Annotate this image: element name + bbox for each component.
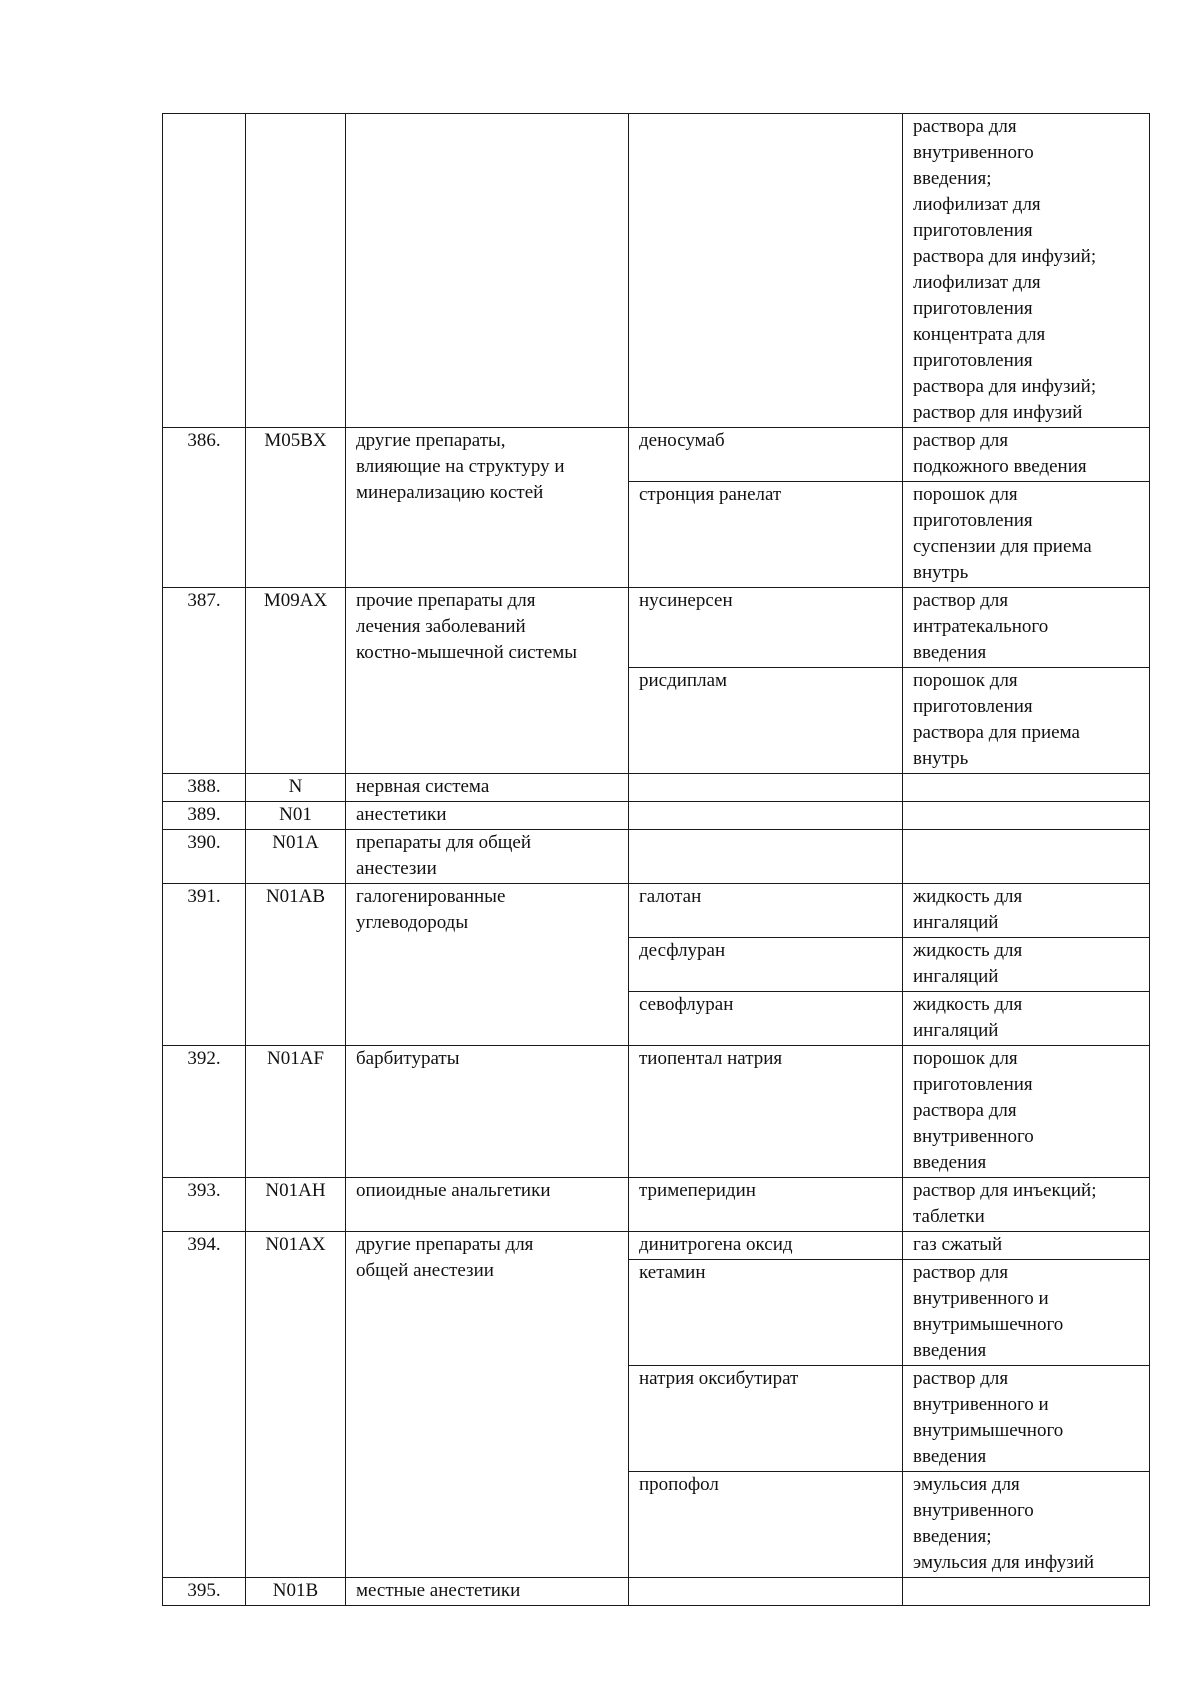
atc-code: M05BX — [246, 428, 346, 588]
table-row — [163, 1046, 1150, 1178]
drug-name: севофлуран — [629, 992, 903, 1046]
row-number: 392. — [163, 1046, 246, 1178]
row-number: 393. — [163, 1178, 246, 1232]
table-row — [163, 114, 1150, 428]
atc-group: галогенированные углеводороды — [346, 884, 629, 1046]
table-row — [163, 774, 1150, 802]
atc-group: барбитураты — [346, 1046, 629, 1178]
drug-name — [629, 114, 903, 428]
dosage-form — [903, 802, 1150, 830]
atc-code — [246, 114, 346, 428]
row-number: 388. — [163, 774, 246, 802]
dosage-form: газ сжатый — [903, 1232, 1150, 1260]
dosage-form: раствор для интратекального введения — [903, 588, 1150, 668]
atc-group: анестетики — [346, 802, 629, 830]
atc-code: N01AX — [246, 1232, 346, 1578]
dosage-form: жидкость для ингаляций — [903, 992, 1150, 1046]
drug-name: деносумаб — [629, 428, 903, 482]
drug-name: тримеперидин — [629, 1178, 903, 1232]
atc-group: местные анестетики — [346, 1578, 629, 1606]
table-row — [163, 830, 1150, 884]
row-number: 387. — [163, 588, 246, 774]
dosage-form — [903, 830, 1150, 884]
drug-name: натрия оксибутират — [629, 1366, 903, 1472]
row-number: 389. — [163, 802, 246, 830]
row-number: 394. — [163, 1232, 246, 1578]
dosage-form — [903, 1578, 1150, 1606]
drug-name — [629, 802, 903, 830]
dosage-form: жидкость для ингаляций — [903, 884, 1150, 938]
row-number: 391. — [163, 884, 246, 1046]
atc-group: нервная система — [346, 774, 629, 802]
atc-code: N01AH — [246, 1178, 346, 1232]
atc-code: N01AF — [246, 1046, 346, 1178]
row-number — [163, 114, 246, 428]
atc-group: опиоидные анальгетики — [346, 1178, 629, 1232]
table-row — [163, 802, 1150, 830]
dosage-form: раствор для внутривенного и внутримышечного введения — [903, 1260, 1150, 1366]
table-row — [163, 1232, 1150, 1260]
table-row — [163, 884, 1150, 938]
dosage-form: порошок для приготовления суспензии для приема внутрь — [903, 482, 1150, 588]
row-number: 386. — [163, 428, 246, 588]
dosage-form: раствора для внутривенного введения; лиофилизат для приготовления раствора для инфузий; лиофилизат для приготовления концентрата для приготовления раствора для инфузий; раствор для инфузий — [903, 114, 1150, 428]
drug-name — [629, 774, 903, 802]
dosage-form: раствор для внутривенного и внутримышечного введения — [903, 1366, 1150, 1472]
table-row — [163, 588, 1150, 668]
atc-group: препараты для общей анестезии — [346, 830, 629, 884]
row-number: 395. — [163, 1578, 246, 1606]
atc-code: N01 — [246, 802, 346, 830]
atc-group: другие препараты, влияющие на структуру и минерализацию костей — [346, 428, 629, 588]
drug-name: рисдиплам — [629, 668, 903, 774]
dosage-form: жидкость для ингаляций — [903, 938, 1150, 992]
table-row — [163, 1178, 1150, 1232]
drug-name: тиопентал натрия — [629, 1046, 903, 1178]
dosage-form: эмульсия для внутривенного введения; эмульсия для инфузий — [903, 1472, 1150, 1578]
drug-name: нусинерсен — [629, 588, 903, 668]
medicines-table — [162, 113, 1150, 1606]
atc-code: N — [246, 774, 346, 802]
drug-name: кетамин — [629, 1260, 903, 1366]
atc-code: N01A — [246, 830, 346, 884]
dosage-form — [903, 774, 1150, 802]
drug-name — [629, 830, 903, 884]
drug-name: десфлуран — [629, 938, 903, 992]
atc-code: N01AB — [246, 884, 346, 1046]
row-number: 390. — [163, 830, 246, 884]
drug-name: динитрогена оксид — [629, 1232, 903, 1260]
dosage-form: раствор для подкожного введения — [903, 428, 1150, 482]
atc-code: N01B — [246, 1578, 346, 1606]
atc-code: M09AX — [246, 588, 346, 774]
table-row — [163, 1578, 1150, 1606]
dosage-form: раствор для инъекций; таблетки — [903, 1178, 1150, 1232]
atc-group — [346, 114, 629, 428]
drug-name: стронция ранелат — [629, 482, 903, 588]
atc-group: другие препараты для общей анестезии — [346, 1232, 629, 1578]
drug-name — [629, 1578, 903, 1606]
drug-name: галотан — [629, 884, 903, 938]
dosage-form: порошок для приготовления раствора для внутривенного введения — [903, 1046, 1150, 1178]
table-row — [163, 428, 1150, 482]
drug-name: пропофол — [629, 1472, 903, 1578]
dosage-form: порошок для приготовления раствора для приема внутрь — [903, 668, 1150, 774]
atc-group: прочие препараты для лечения заболеваний костно-мышечной системы — [346, 588, 629, 774]
